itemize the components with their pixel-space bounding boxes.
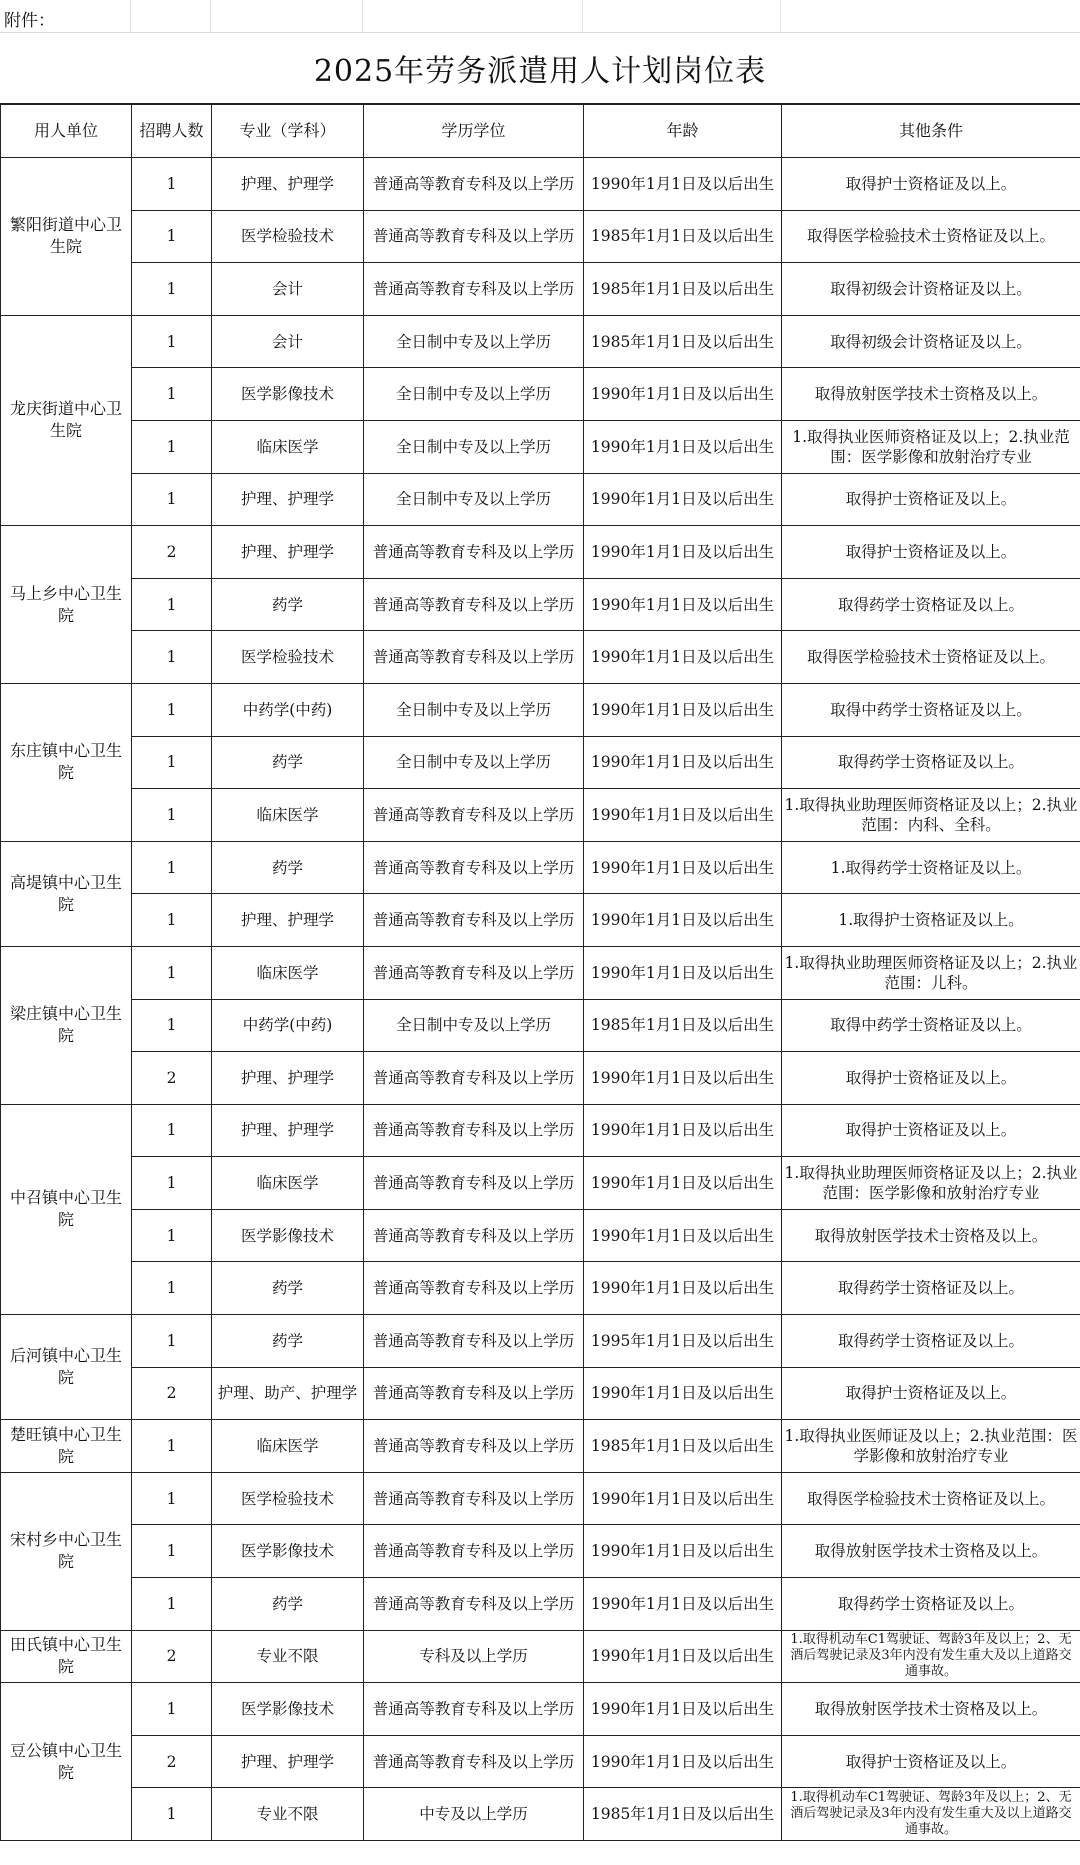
table-body <box>1 158 1080 1841</box>
age-cell: 1985年1月1日及以后出生 <box>584 1788 782 1841</box>
education-cell: 专科及以上学历 <box>364 1630 584 1683</box>
education-cell: 普通高等教育专科及以上学历 <box>364 158 584 211</box>
education-cell: 全日制中专及以上学历 <box>364 368 584 421</box>
table-row <box>1 1420 1080 1473</box>
table-row <box>1 158 1080 211</box>
table-row <box>1 1788 1080 1841</box>
major-cell: 专业不限 <box>212 1788 364 1841</box>
count-cell: 1 <box>132 999 212 1052</box>
education-cell: 普通高等教育专科及以上学历 <box>364 578 584 631</box>
count-cell: 1 <box>132 1578 212 1631</box>
count-cell: 1 <box>132 1262 212 1315</box>
condition-cell: 取得医学检验技术士资格证及以上。 <box>782 210 1080 263</box>
employer-cell: 龙庆街道中心卫生院 <box>1 315 132 525</box>
count-cell: 2 <box>132 1052 212 1105</box>
table-row <box>1 1630 1080 1683</box>
table-row <box>1 736 1080 789</box>
education-cell: 全日制中专及以上学历 <box>364 999 584 1052</box>
employer-cell: 宋村乡中心卫生院 <box>1 1472 132 1630</box>
table-row <box>1 1315 1080 1368</box>
table-row <box>1 631 1080 684</box>
condition-cell: 取得药学士资格证及以上。 <box>782 736 1080 789</box>
major-cell: 医学检验技术 <box>212 210 364 263</box>
table-row <box>1 1683 1080 1736</box>
count-cell: 1 <box>132 894 212 947</box>
count-cell: 1 <box>132 631 212 684</box>
employer-cell: 高堤镇中心卫生院 <box>1 841 132 946</box>
condition-cell: 取得初级会计资格证及以上。 <box>782 263 1080 316</box>
condition-cell: 1.取得执业助理医师资格证及以上；2.执业范围：内科、全科。 <box>782 789 1080 842</box>
education-cell: 全日制中专及以上学历 <box>364 473 584 526</box>
education-cell: 普通高等教育专科及以上学历 <box>364 841 584 894</box>
condition-cell: 取得护士资格证及以上。 <box>782 473 1080 526</box>
employer-cell: 东庄镇中心卫生院 <box>1 683 132 841</box>
count-cell: 2 <box>132 1630 212 1683</box>
age-cell: 1990年1月1日及以后出生 <box>584 1262 782 1315</box>
condition-cell: 1.取得执业医师资格证及以上；2.执业范围：医学影像和放射治疗专业 <box>782 420 1080 473</box>
major-cell: 医学影像技术 <box>212 1209 364 1262</box>
count-cell: 1 <box>132 1104 212 1157</box>
age-cell: 1985年1月1日及以后出生 <box>584 999 782 1052</box>
employer-cell: 马上乡中心卫生院 <box>1 526 132 684</box>
count-cell: 1 <box>132 1420 212 1473</box>
major-cell: 护理、护理学 <box>212 526 364 579</box>
table-row <box>1 473 1080 526</box>
age-cell: 1990年1月1日及以后出生 <box>584 1472 782 1525</box>
condition-cell: 取得中药学士资格证及以上。 <box>782 683 1080 736</box>
header-row <box>1 105 1080 158</box>
age-cell: 1990年1月1日及以后出生 <box>584 631 782 684</box>
age-cell: 1990年1月1日及以后出生 <box>584 1578 782 1631</box>
count-cell: 1 <box>132 683 212 736</box>
major-cell: 护理、护理学 <box>212 1104 364 1157</box>
major-cell: 医学影像技术 <box>212 368 364 421</box>
table-row <box>1 1262 1080 1315</box>
education-cell: 普通高等教育专科及以上学历 <box>364 631 584 684</box>
condition-cell: 取得护士资格证及以上。 <box>782 1104 1080 1157</box>
condition-cell: 取得放射医学技术士资格及以上。 <box>782 368 1080 421</box>
condition-cell: 取得医学检验技术士资格证及以上。 <box>782 631 1080 684</box>
age-cell: 1985年1月1日及以后出生 <box>584 1420 782 1473</box>
employer-cell: 梁庄镇中心卫生院 <box>1 946 132 1104</box>
table-row <box>1 315 1080 368</box>
major-cell: 临床医学 <box>212 946 364 999</box>
count-cell: 1 <box>132 315 212 368</box>
education-cell: 普通高等教育专科及以上学历 <box>364 263 584 316</box>
condition-cell: 1.取得机动车C1驾驶证、驾龄3年及以上；2、无酒后驾驶记录及3年内没有发生重大及以上道路交通事故。 <box>782 1630 1080 1683</box>
condition-cell: 取得中药学士资格证及以上。 <box>782 999 1080 1052</box>
age-cell: 1990年1月1日及以后出生 <box>584 1209 782 1262</box>
header-cell: 招聘人数 <box>132 105 212 158</box>
table-row <box>1 420 1080 473</box>
education-cell: 普通高等教育专科及以上学历 <box>364 1209 584 1262</box>
count-cell: 1 <box>132 210 212 263</box>
major-cell: 药学 <box>212 736 364 789</box>
age-cell: 1990年1月1日及以后出生 <box>584 1683 782 1736</box>
table-row <box>1 368 1080 421</box>
education-cell: 普通高等教育专科及以上学历 <box>364 1315 584 1368</box>
count-cell: 2 <box>132 1367 212 1420</box>
age-cell: 1990年1月1日及以后出生 <box>584 946 782 999</box>
table-row <box>1 1525 1080 1578</box>
major-cell: 医学检验技术 <box>212 1472 364 1525</box>
employer-cell: 中召镇中心卫生院 <box>1 1104 132 1314</box>
age-cell: 1990年1月1日及以后出生 <box>584 736 782 789</box>
major-cell: 临床医学 <box>212 789 364 842</box>
education-cell: 全日制中专及以上学历 <box>364 736 584 789</box>
education-cell: 普通高等教育专科及以上学历 <box>364 789 584 842</box>
age-cell: 1995年1月1日及以后出生 <box>584 1315 782 1368</box>
major-cell: 会计 <box>212 315 364 368</box>
education-cell: 全日制中专及以上学历 <box>364 315 584 368</box>
age-cell: 1990年1月1日及以后出生 <box>584 578 782 631</box>
count-cell: 1 <box>132 1525 212 1578</box>
condition-cell: 1.取得执业助理医师资格证及以上；2.执业范围：医学影像和放射治疗专业 <box>782 1157 1080 1210</box>
count-cell: 1 <box>132 578 212 631</box>
condition-cell: 取得放射医学技术士资格及以上。 <box>782 1209 1080 1262</box>
age-cell: 1990年1月1日及以后出生 <box>584 1525 782 1578</box>
table-row <box>1 526 1080 579</box>
table-row <box>1 1472 1080 1525</box>
age-cell: 1990年1月1日及以后出生 <box>584 473 782 526</box>
title-bar <box>0 33 1080 104</box>
education-cell: 全日制中专及以上学历 <box>364 420 584 473</box>
count-cell: 1 <box>132 1683 212 1736</box>
education-cell: 中专及以上学历 <box>364 1788 584 1841</box>
major-cell: 药学 <box>212 841 364 894</box>
table-row <box>1 1157 1080 1210</box>
condition-cell: 取得护士资格证及以上。 <box>782 1735 1080 1788</box>
age-cell: 1985年1月1日及以后出生 <box>584 210 782 263</box>
education-cell: 普通高等教育专科及以上学历 <box>364 1683 584 1736</box>
age-cell: 1990年1月1日及以后出生 <box>584 1367 782 1420</box>
major-cell: 专业不限 <box>212 1630 364 1683</box>
major-cell: 临床医学 <box>212 1420 364 1473</box>
count-cell: 1 <box>132 368 212 421</box>
education-cell: 普通高等教育专科及以上学历 <box>364 210 584 263</box>
table-row <box>1 1052 1080 1105</box>
page-title: 2025年劳务派遣用人计划岗位表 <box>313 54 767 89</box>
age-cell: 1990年1月1日及以后出生 <box>584 789 782 842</box>
condition-cell: 1.取得护士资格证及以上。 <box>782 894 1080 947</box>
age-cell: 1990年1月1日及以后出生 <box>584 420 782 473</box>
age-cell: 1990年1月1日及以后出生 <box>584 1104 782 1157</box>
major-cell: 护理、护理学 <box>212 158 364 211</box>
count-cell: 1 <box>132 1315 212 1368</box>
condition-cell: 1.取得机动车C1驾驶证、驾龄3年及以上；2、无酒后驾驶记录及3年内没有发生重大及以上道路交通事故。 <box>782 1788 1080 1841</box>
count-cell: 2 <box>132 1735 212 1788</box>
count-cell: 2 <box>132 526 212 579</box>
attachment-row <box>0 0 1080 33</box>
major-cell: 护理、护理学 <box>212 473 364 526</box>
condition-cell: 1.取得药学士资格证及以上。 <box>782 841 1080 894</box>
table-row <box>1 841 1080 894</box>
education-cell: 普通高等教育专科及以上学历 <box>364 526 584 579</box>
education-cell: 普通高等教育专科及以上学历 <box>364 1578 584 1631</box>
table-row <box>1 1209 1080 1262</box>
education-cell: 普通高等教育专科及以上学历 <box>364 1472 584 1525</box>
count-cell: 1 <box>132 158 212 211</box>
table-row <box>1 894 1080 947</box>
count-cell: 1 <box>132 1788 212 1841</box>
major-cell: 药学 <box>212 1262 364 1315</box>
header-cell: 用人单位 <box>1 105 132 158</box>
education-cell: 普通高等教育专科及以上学历 <box>364 1157 584 1210</box>
major-cell: 护理、护理学 <box>212 894 364 947</box>
employer-cell: 田氏镇中心卫生院 <box>1 1630 132 1683</box>
major-cell: 医学影像技术 <box>212 1683 364 1736</box>
table-row <box>1 946 1080 999</box>
condition-cell: 取得药学士资格证及以上。 <box>782 1262 1080 1315</box>
education-cell: 普通高等教育专科及以上学历 <box>364 1420 584 1473</box>
table-row <box>1 210 1080 263</box>
age-cell: 1985年1月1日及以后出生 <box>584 315 782 368</box>
age-cell: 1990年1月1日及以后出生 <box>584 894 782 947</box>
major-cell: 医学影像技术 <box>212 1525 364 1578</box>
table-row <box>1 683 1080 736</box>
major-cell: 药学 <box>212 1578 364 1631</box>
age-cell: 1990年1月1日及以后出生 <box>584 1735 782 1788</box>
age-cell: 1990年1月1日及以后出生 <box>584 683 782 736</box>
count-cell: 1 <box>132 420 212 473</box>
table-row <box>1 789 1080 842</box>
condition-cell: 取得护士资格证及以上。 <box>782 526 1080 579</box>
education-cell: 普通高等教育专科及以上学历 <box>364 1104 584 1157</box>
age-cell: 1990年1月1日及以后出生 <box>584 841 782 894</box>
condition-cell: 取得护士资格证及以上。 <box>782 1052 1080 1105</box>
major-cell: 中药学(中药) <box>212 999 364 1052</box>
count-cell: 1 <box>132 473 212 526</box>
major-cell: 护理、护理学 <box>212 1052 364 1105</box>
education-cell: 普通高等教育专科及以上学历 <box>364 946 584 999</box>
condition-cell: 取得药学士资格证及以上。 <box>782 1315 1080 1368</box>
major-cell: 临床医学 <box>212 420 364 473</box>
age-cell: 1990年1月1日及以后出生 <box>584 1052 782 1105</box>
major-cell: 会计 <box>212 263 364 316</box>
age-cell: 1990年1月1日及以后出生 <box>584 1157 782 1210</box>
table-row <box>1 1735 1080 1788</box>
header-cell: 专业（学科） <box>212 105 364 158</box>
major-cell: 药学 <box>212 578 364 631</box>
employer-cell: 豆公镇中心卫生院 <box>1 1683 132 1841</box>
major-cell: 护理、助产、护理学 <box>212 1367 364 1420</box>
count-cell: 1 <box>132 736 212 789</box>
major-cell: 中药学(中药) <box>212 683 364 736</box>
age-cell: 1990年1月1日及以后出生 <box>584 368 782 421</box>
table-row <box>1 263 1080 316</box>
condition-cell: 取得医学检验技术士资格证及以上。 <box>782 1472 1080 1525</box>
count-cell: 1 <box>132 946 212 999</box>
employer-cell: 楚旺镇中心卫生院 <box>1 1420 132 1473</box>
condition-cell: 取得药学士资格证及以上。 <box>782 578 1080 631</box>
condition-cell: 取得初级会计资格证及以上。 <box>782 315 1080 368</box>
education-cell: 普通高等教育专科及以上学历 <box>364 1367 584 1420</box>
education-cell: 普通高等教育专科及以上学历 <box>364 1525 584 1578</box>
header-cell: 年龄 <box>584 105 782 158</box>
education-cell: 全日制中专及以上学历 <box>364 683 584 736</box>
major-cell: 药学 <box>212 1315 364 1368</box>
table-row <box>1 578 1080 631</box>
condition-cell: 取得放射医学技术士资格及以上。 <box>782 1525 1080 1578</box>
major-cell: 临床医学 <box>212 1157 364 1210</box>
count-cell: 1 <box>132 841 212 894</box>
employer-cell: 后河镇中心卫生院 <box>1 1315 132 1420</box>
count-cell: 1 <box>132 789 212 842</box>
count-cell: 1 <box>132 1472 212 1525</box>
age-cell: 1990年1月1日及以后出生 <box>584 1630 782 1683</box>
position-table <box>0 104 1080 1841</box>
table-row <box>1 1367 1080 1420</box>
major-cell: 护理、护理学 <box>212 1735 364 1788</box>
table-row <box>1 1578 1080 1631</box>
condition-cell: 取得护士资格证及以上。 <box>782 158 1080 211</box>
employer-cell: 繁阳街道中心卫生院 <box>1 158 132 316</box>
condition-cell: 取得放射医学技术士资格及以上。 <box>782 1683 1080 1736</box>
age-cell: 1990年1月1日及以后出生 <box>584 526 782 579</box>
education-cell: 普通高等教育专科及以上学历 <box>364 894 584 947</box>
table-row <box>1 999 1080 1052</box>
major-cell: 医学检验技术 <box>212 631 364 684</box>
education-cell: 普通高等教育专科及以上学历 <box>364 1052 584 1105</box>
education-cell: 普通高等教育专科及以上学历 <box>364 1262 584 1315</box>
condition-cell: 取得药学士资格证及以上。 <box>782 1578 1080 1631</box>
condition-cell: 1.取得执业医师证及以上；2.执业范围：医学影像和放射治疗专业 <box>782 1420 1080 1473</box>
count-cell: 1 <box>132 1157 212 1210</box>
count-cell: 1 <box>132 1209 212 1262</box>
age-cell: 1990年1月1日及以后出生 <box>584 158 782 211</box>
age-cell: 1985年1月1日及以后出生 <box>584 263 782 316</box>
education-cell: 普通高等教育专科及以上学历 <box>364 1735 584 1788</box>
attachment-label: 附件： <box>4 11 55 31</box>
condition-cell: 1.取得执业助理医师资格证及以上；2.执业范围：儿科。 <box>782 946 1080 999</box>
table-row <box>1 1104 1080 1157</box>
header-cell: 其他条件 <box>782 105 1080 158</box>
header-cell: 学历学位 <box>364 105 584 158</box>
condition-cell: 取得护士资格证及以上。 <box>782 1367 1080 1420</box>
count-cell: 1 <box>132 263 212 316</box>
